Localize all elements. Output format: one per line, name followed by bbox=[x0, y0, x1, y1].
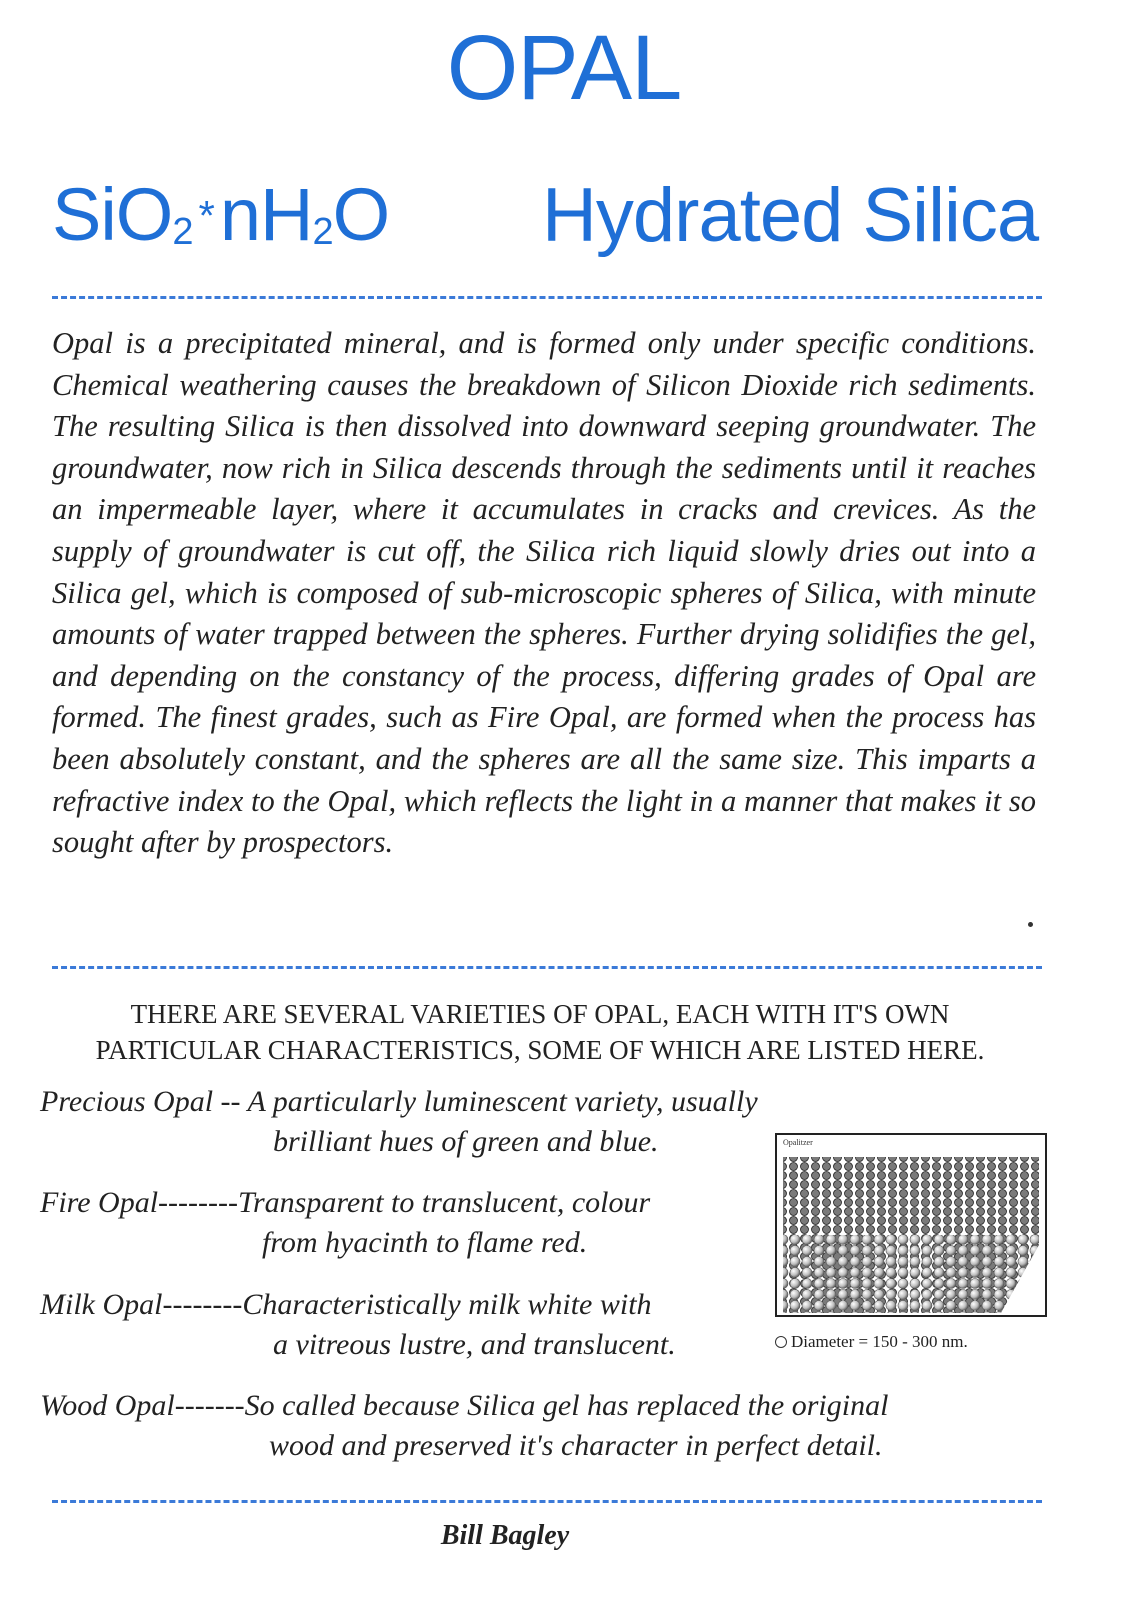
varieties-heading-line-2: PARTICULAR CHARACTERISTICS, SOME OF WHICH ARE LISTED HERE. bbox=[95, 1035, 985, 1065]
circle-icon bbox=[775, 1336, 787, 1348]
variety-line-continued: wood and preserved it's character in perfect detail. bbox=[269, 1429, 883, 1462]
figure-caption bbox=[775, 1332, 968, 1352]
variety-line-continued: a vitreous lustre, and translucent. bbox=[273, 1328, 676, 1361]
formula-o: O bbox=[332, 173, 390, 256]
formula-nh: nH bbox=[219, 173, 313, 256]
variety-fire-opal bbox=[40, 1183, 650, 1263]
variety-line: Fire Opal--------Transparent to translucent, colour bbox=[40, 1186, 651, 1219]
figure-label: Opalitzer bbox=[783, 1138, 813, 1147]
formula-si: SiO bbox=[52, 173, 173, 256]
variety-precious-opal bbox=[40, 1082, 758, 1162]
varieties-heading-line-1: THERE ARE SEVERAL VARIETIES OF OPAL, EACH WITH IT'S OWN bbox=[130, 999, 950, 1029]
variety-line-continued: brilliant hues of green and blue. bbox=[273, 1125, 659, 1158]
divider-top bbox=[52, 296, 1042, 299]
variety-line-continued: from hyacinth to flame red. bbox=[262, 1226, 588, 1259]
author-signature: Bill Bagley bbox=[440, 1520, 570, 1551]
chemical-formula bbox=[52, 173, 390, 256]
variety-wood-opal bbox=[40, 1386, 888, 1466]
silica-spheres-figure bbox=[775, 1133, 1047, 1317]
formula-dot: * bbox=[198, 192, 214, 239]
variety-line: Precious Opal -- A particularly luminescent variety, usually bbox=[40, 1085, 758, 1118]
variety-milk-opal bbox=[40, 1285, 676, 1365]
intro-paragraph: Opal is a precipitated mineral, and is formed only under specific conditions. Chemical weathering causes the breakdown of Silicon Dioxide rich sediments. The resulting Silica is then dissolved into downward seeping groundwater. The groundwater, now rich in Silica descends through the sediments until it reaches an impermeable layer, where it accumulates in cracks and crevices. As the supply of groundwater is cut off, the Silica rich liquid slowly dries out into a Silica gel, which is composed of sub-microscopic spheres of Silica, with minute amounts of water trapped between the spheres. Further drying solidifies the gel, and depending on the constancy of the process, differing grades of Opal are formed. The finest grades, such as Fire Opal, are formed when the process has been absolutely constant, and the spheres are all the same size. This imparts a refractive index to the Opal, which reflects the light in a manner that makes it so sought after by prospectors. bbox=[52, 326, 1036, 860]
mineral-name: Hydrated Silica bbox=[542, 173, 1039, 258]
divider-middle bbox=[52, 966, 1042, 969]
variety-line: Wood Opal-------So called because Silica gel has replaced the original bbox=[40, 1389, 889, 1422]
page-title: OPAL bbox=[446, 17, 682, 119]
figure-caption-text: Diameter = 150 - 300 nm. bbox=[791, 1332, 968, 1351]
divider-bottom bbox=[52, 1500, 1042, 1503]
varieties-heading bbox=[40, 996, 1040, 1068]
stray-dot bbox=[1028, 922, 1033, 927]
formula-subscript-2: 2 bbox=[312, 211, 333, 253]
sphere-lattice-illustration bbox=[777, 1135, 1045, 1315]
variety-line: Milk Opal--------Characteristically milk white with bbox=[40, 1288, 652, 1321]
formula-subscript-1: 2 bbox=[172, 211, 193, 253]
